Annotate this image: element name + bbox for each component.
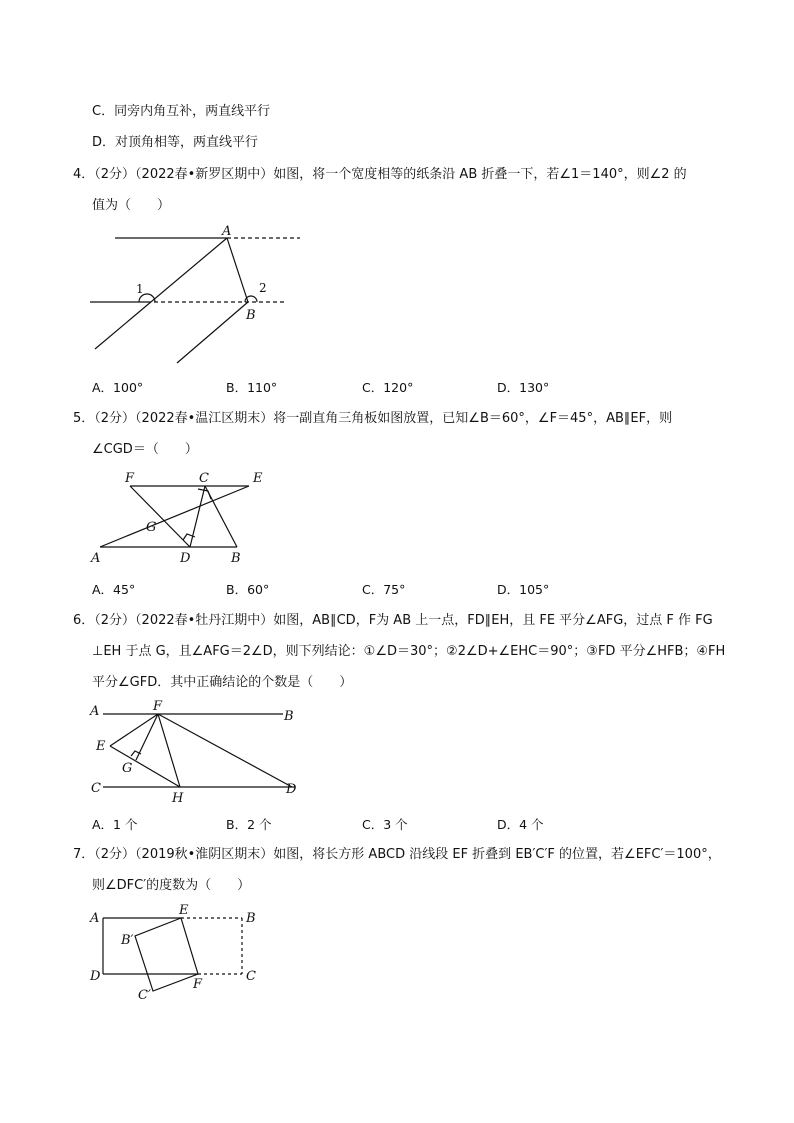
q6-figure <box>85 698 305 806</box>
q7-stem-line2: 则∠DFC′的度数为（ ） <box>92 878 251 893</box>
q7-label-b-prime: B′ <box>121 933 134 948</box>
q6-label-d: D <box>286 782 297 797</box>
q6-option-a[interactable]: A．1 个 <box>92 817 138 832</box>
q7-label-c: C <box>246 969 256 984</box>
q7-figure <box>85 900 270 1006</box>
q6-label-h: H <box>172 791 184 806</box>
q5-label-e: E <box>253 471 263 486</box>
q4-stem-line2: 值为（ ） <box>92 198 171 213</box>
q7-stem-line1: 7．（2分）（2019秋•淮阴区期末）如图，将长方形 ABCD 沿线段 EF 折叠到 EB′C′F 的位置，若∠EFC′＝100°， <box>73 847 721 862</box>
q4-label-2: 2 <box>259 281 267 295</box>
q7-label-f: F <box>193 977 203 992</box>
q4-option-a[interactable]: A．100° <box>92 380 144 395</box>
q5-label-d: D <box>180 551 191 566</box>
q4-option-b[interactable]: B．110° <box>226 380 278 395</box>
q6-option-d[interactable]: D．4 个 <box>497 817 544 832</box>
q4-option-c[interactable]: C．120° <box>362 380 414 395</box>
q7-label-e: E <box>179 903 189 918</box>
q5-option-d[interactable]: D．105° <box>497 582 550 597</box>
q6-stem-line2: ⊥EH 于点 G，且∠AFG＝2∠D，则下列结论：①∠D＝30°；②2∠D+∠EHC＝90°；③FD 平分∠HFB；④FH <box>92 644 726 659</box>
q5-option-b[interactable]: B．60° <box>226 582 270 597</box>
q5-stem-line1: 5．（2分）（2022春•温江区期末）将一副直角三角板如图放置，已知∠B＝60°，∠F＝45°，AB∥EF，则 <box>73 411 673 426</box>
option-d-prev: D．对顶角相等，两直线平行 <box>92 135 259 150</box>
q7-label-c-prime: C′ <box>138 988 151 1003</box>
q4-figure <box>85 222 310 367</box>
q4-label-b: B <box>246 308 256 323</box>
q5-label-f: F <box>125 471 135 486</box>
option-c-prev: C．同旁内角互补，两直线平行 <box>92 104 271 119</box>
q5-label-a: A <box>91 551 101 566</box>
q5-figure <box>85 468 275 566</box>
q5-label-c: C <box>199 471 209 486</box>
q6-label-b: B <box>284 709 294 724</box>
q5-option-a[interactable]: A．45° <box>92 582 136 597</box>
q6-stem-line1: 6．（2分）（2022春•牡丹江期中）如图，AB∥CD，F为 AB 上一点，FD∥EH，且 FE 平分∠AFG，过点 F 作 FG <box>73 613 713 628</box>
q5-label-b: B <box>231 551 241 566</box>
q4-option-d[interactable]: D．130° <box>497 380 550 395</box>
q7-label-d: D <box>90 969 101 984</box>
q4-label-a: A <box>222 224 232 239</box>
q6-label-f: F <box>153 699 163 714</box>
q6-label-a: A <box>90 704 100 719</box>
q4-label-1: 1 <box>136 282 144 296</box>
q5-option-c[interactable]: C．75° <box>362 582 406 597</box>
q7-label-a: A <box>90 911 100 926</box>
q6-option-b[interactable]: B．2 个 <box>226 817 272 832</box>
q5-label-g: G <box>146 520 157 535</box>
q6-label-c: C <box>91 781 101 796</box>
q6-label-g: G <box>122 761 133 776</box>
q4-stem-line1: 4．（2分）（2022春•新罗区期中）如图，将一个宽度相等的纸条沿 AB 折叠一下，若∠1＝140°，则∠2 的 <box>73 167 687 182</box>
q5-stem-line2: ∠CGD＝（ ） <box>92 442 198 457</box>
q7-label-b: B <box>246 911 256 926</box>
q6-label-e: E <box>96 739 106 754</box>
q6-stem-line3: 平分∠GFD．其中正确结论的个数是（ ） <box>92 675 353 690</box>
q6-option-c[interactable]: C．3 个 <box>362 817 408 832</box>
